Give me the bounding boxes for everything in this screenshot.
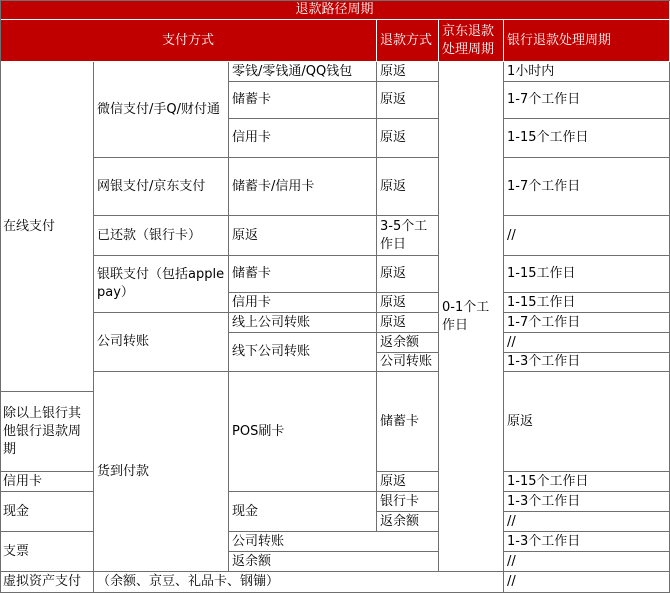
refund-cell: 返余额 [377,333,439,353]
sub-balance-return: 返余额 [229,552,439,572]
bank-period-cell: 1-7个工作日 [504,82,670,119]
group-online-payment: 在线支付 [0,62,94,392]
refund-cell: 原返 [377,62,439,82]
bank-period-cell: 1小时内 [504,62,670,82]
bank-period-cell: 1-7个工作日 [504,158,670,216]
bank-period-cell: // [504,216,670,256]
bank-period-cell: 1-15个工作日 [504,472,670,492]
refund-cell: 储蓄卡 [377,372,439,472]
sub-offline-transfer: 线下公司转账 [229,333,377,372]
refund-cell: 返余额 [377,512,439,532]
jd-period-value: 0-1个工作日 [439,62,504,572]
bank-period-cell: 原返 [504,372,670,472]
jd-period-empty [439,572,504,593]
table-title: 退款路径周期 [0,0,670,20]
bank-period-cell: // [504,572,670,593]
bank-period-cell: 1-15个工作日 [504,119,670,158]
group-credit-card: 信用卡 [0,472,94,492]
sub-unionpay-debit: 储蓄卡 [229,256,377,293]
refund-cell: 原返 [377,313,439,333]
bank-period-cell: 1-3个工作日 [504,353,670,372]
sub-pos: POS刷卡 [229,372,377,492]
virtual-assets-detail: （余额、京豆、礼品卡、钢镚） [94,572,504,593]
bank-period-cell: 1-15工作日 [504,256,670,293]
group-other-banks: 除以上银行其他银行退款周期 [0,392,94,472]
sub-company-transfer: 公司转账 [229,532,439,552]
sub-change-wallet: 零钱/零钱通/QQ钱包 [229,62,377,82]
bank-period-cell: 1-7个工作日 [504,313,670,333]
method-wechat: 微信支付/手Q/财付通 [94,62,229,158]
group-virtual-assets: 虚拟资产支付 [0,572,94,593]
header-payment-method: 支付方式 [0,20,377,62]
sub-original-return: 原返 [229,216,377,256]
sub-debit-credit: 储蓄卡/信用卡 [229,158,377,216]
sub-credit-card: 信用卡 [229,119,377,158]
bank-period-cell: 1-3个工作日 [504,492,670,512]
method-company-transfer: 公司转账 [94,313,229,372]
bank-period-cell: 1-3个工作日 [504,532,670,552]
sub-unionpay-credit: 信用卡 [229,293,377,313]
method-unionpay: 银联支付（包括applepay） [94,256,229,313]
method-netbank: 网银支付/京东支付 [94,158,229,216]
header-refund-method: 退款方式 [377,20,439,62]
group-cheque: 支票 [0,532,94,572]
refund-cell: 公司转账 [377,353,439,372]
refund-cell: 原返 [377,472,439,492]
group-cash: 现金 [0,492,94,532]
sub-debit-card: 储蓄卡 [229,82,377,119]
bank-period-cell: // [504,333,670,353]
sub-online-transfer: 线上公司转账 [229,313,377,333]
refund-cell: 原返 [377,82,439,119]
method-cash-on-delivery: 货到付款 [94,372,229,572]
refund-cell: 3-5个工作日 [377,216,439,256]
header-bank-period: 银行退款处理周期 [504,20,670,62]
refund-cell: 原返 [377,158,439,216]
method-repaid: 已还款（银行卡） [94,216,229,256]
sub-cash: 现金 [229,492,377,532]
bank-period-cell: // [504,552,670,572]
refund-cell: 银行卡 [377,492,439,512]
refund-cell: 原返 [377,293,439,313]
header-jd-period: 京东退款处理周期 [439,20,504,62]
refund-cell: 原返 [377,119,439,158]
bank-period-cell: // [504,512,670,532]
bank-period-cell: 1-15工作日 [504,293,670,313]
refund-cell: 原返 [377,256,439,293]
